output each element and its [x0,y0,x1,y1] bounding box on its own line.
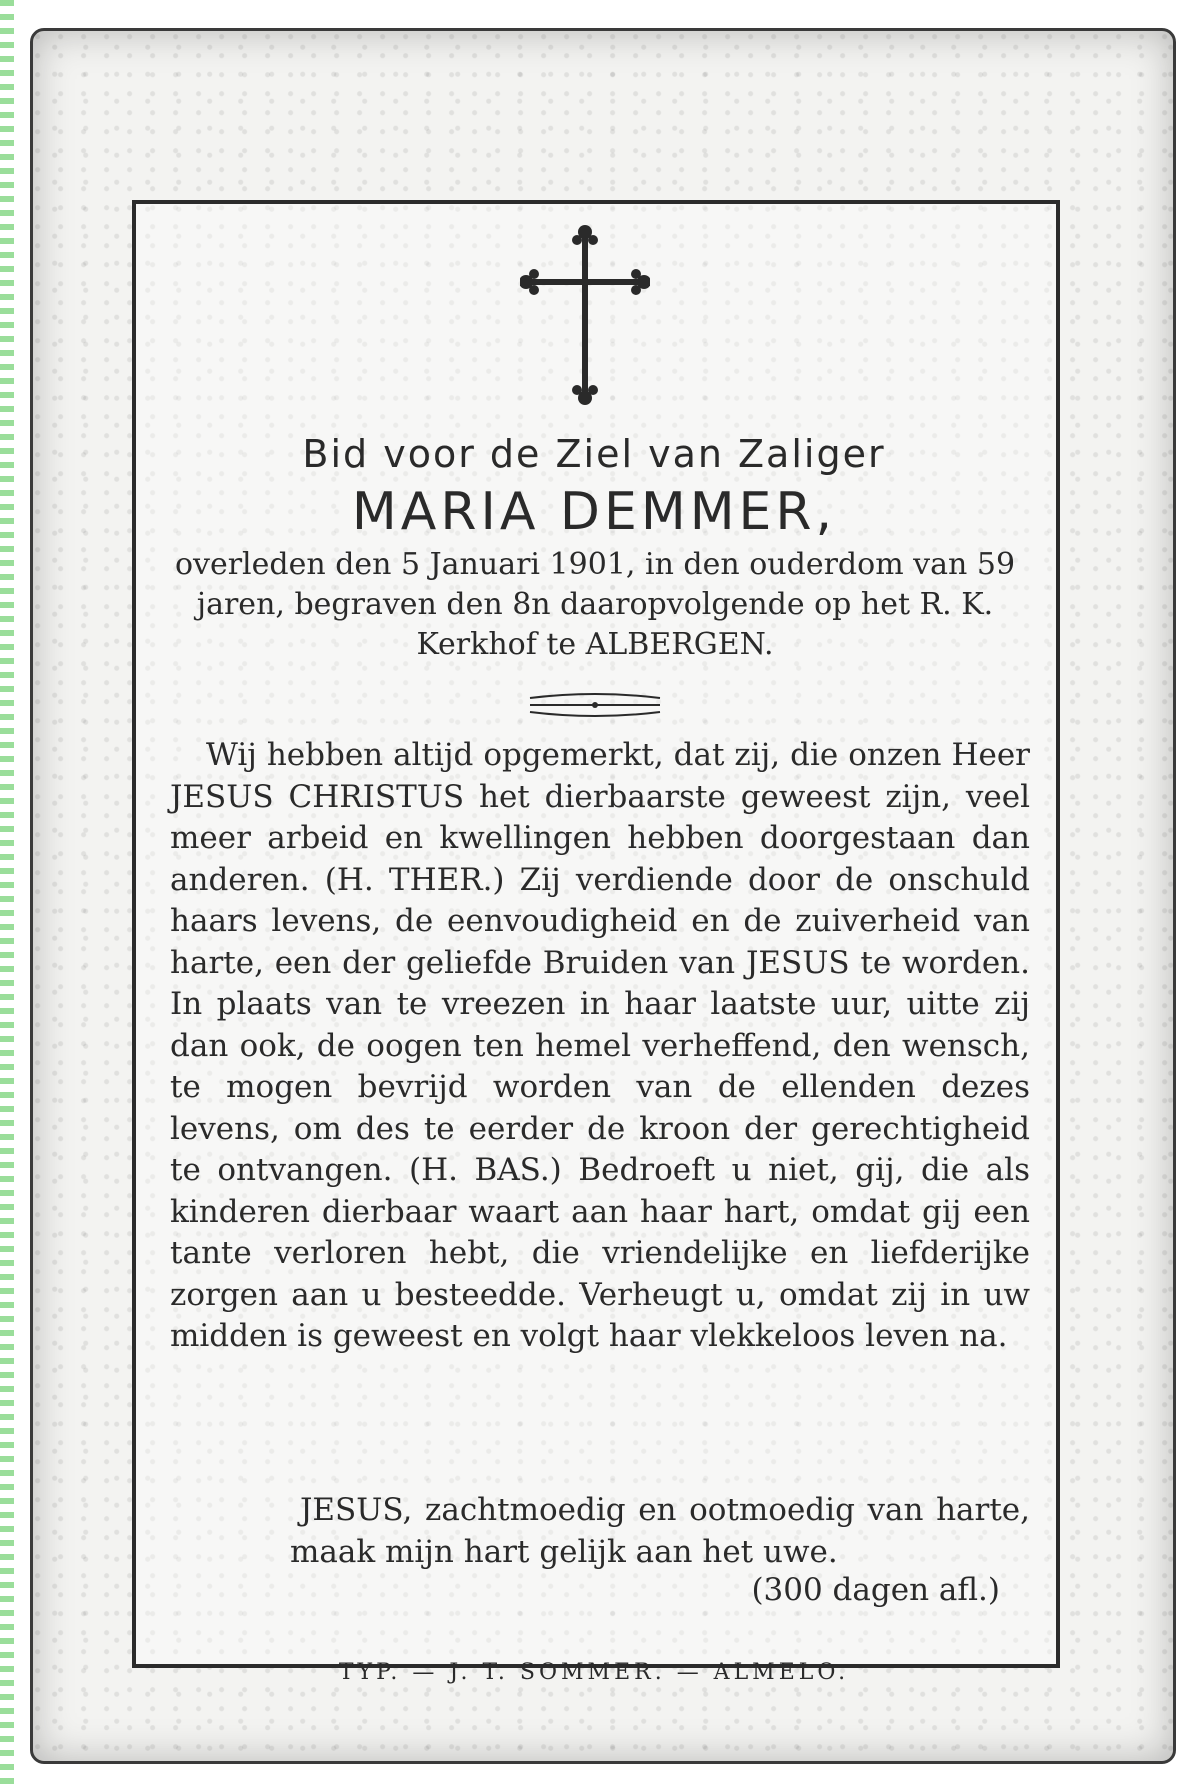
prayer-heading: Bid voor de Ziel van Zaliger [302,432,886,476]
scan-edge-strip [0,0,14,1785]
printer-imprint: TYP. — J. T. SOMMER. — ALMELO. [338,1660,850,1685]
ornamental-divider-icon [520,690,670,720]
deceased-name: MARIA DEMMER, [351,482,837,542]
death-notice: overleden den 5 Januari 1901, in den ouderdom van 59 jaren, begraven den 8n daaropvolgende op het R. K. Kerkhof te ALBERGEN. [174,547,1016,662]
memorial-text: Wij hebben altijd opgemerkt, dat zij, die onzen Heer JESUS CHRISTUS het dierbaarste geweest zijn, veel meer arbeid en kwellingen hebben doorgestaan dan anderen. (H. THER.) Zij verdiende door de onschuld haars levens, de eenvoudigheid en de zuiverheid van harte, een der geliefde Bruiden van JESUS te worden. In plaats van te vreezen in haar laatste uur, uitte zij dan ook, de oogen ten hemel verheffend, den wensch, te mogen bevrijd worden van de ellenden dezes levens, om des te eerder de kroon der gerechtigheid te ontvangen. (H. BAS.) Bedroeft u niet, gij, die als kinderen dierbaar waart aan haar hart, omdat gij een tante verloren hebt, die vriendelijke en liefderijke zorgen aan u besteedde. Verheugt u, omdat zij in uw midden is geweest en volgt haar vlekkeloos leven na. [170,737,1030,1354]
closing-prayer: JESUS, zachtmoedig en ootmoedig van harte, maak mijn hart gelijk aan het uwe. [290,1492,1030,1570]
indulgence-note: (300 dagen afl.) [751,1572,1000,1608]
cross-icon [520,220,650,410]
